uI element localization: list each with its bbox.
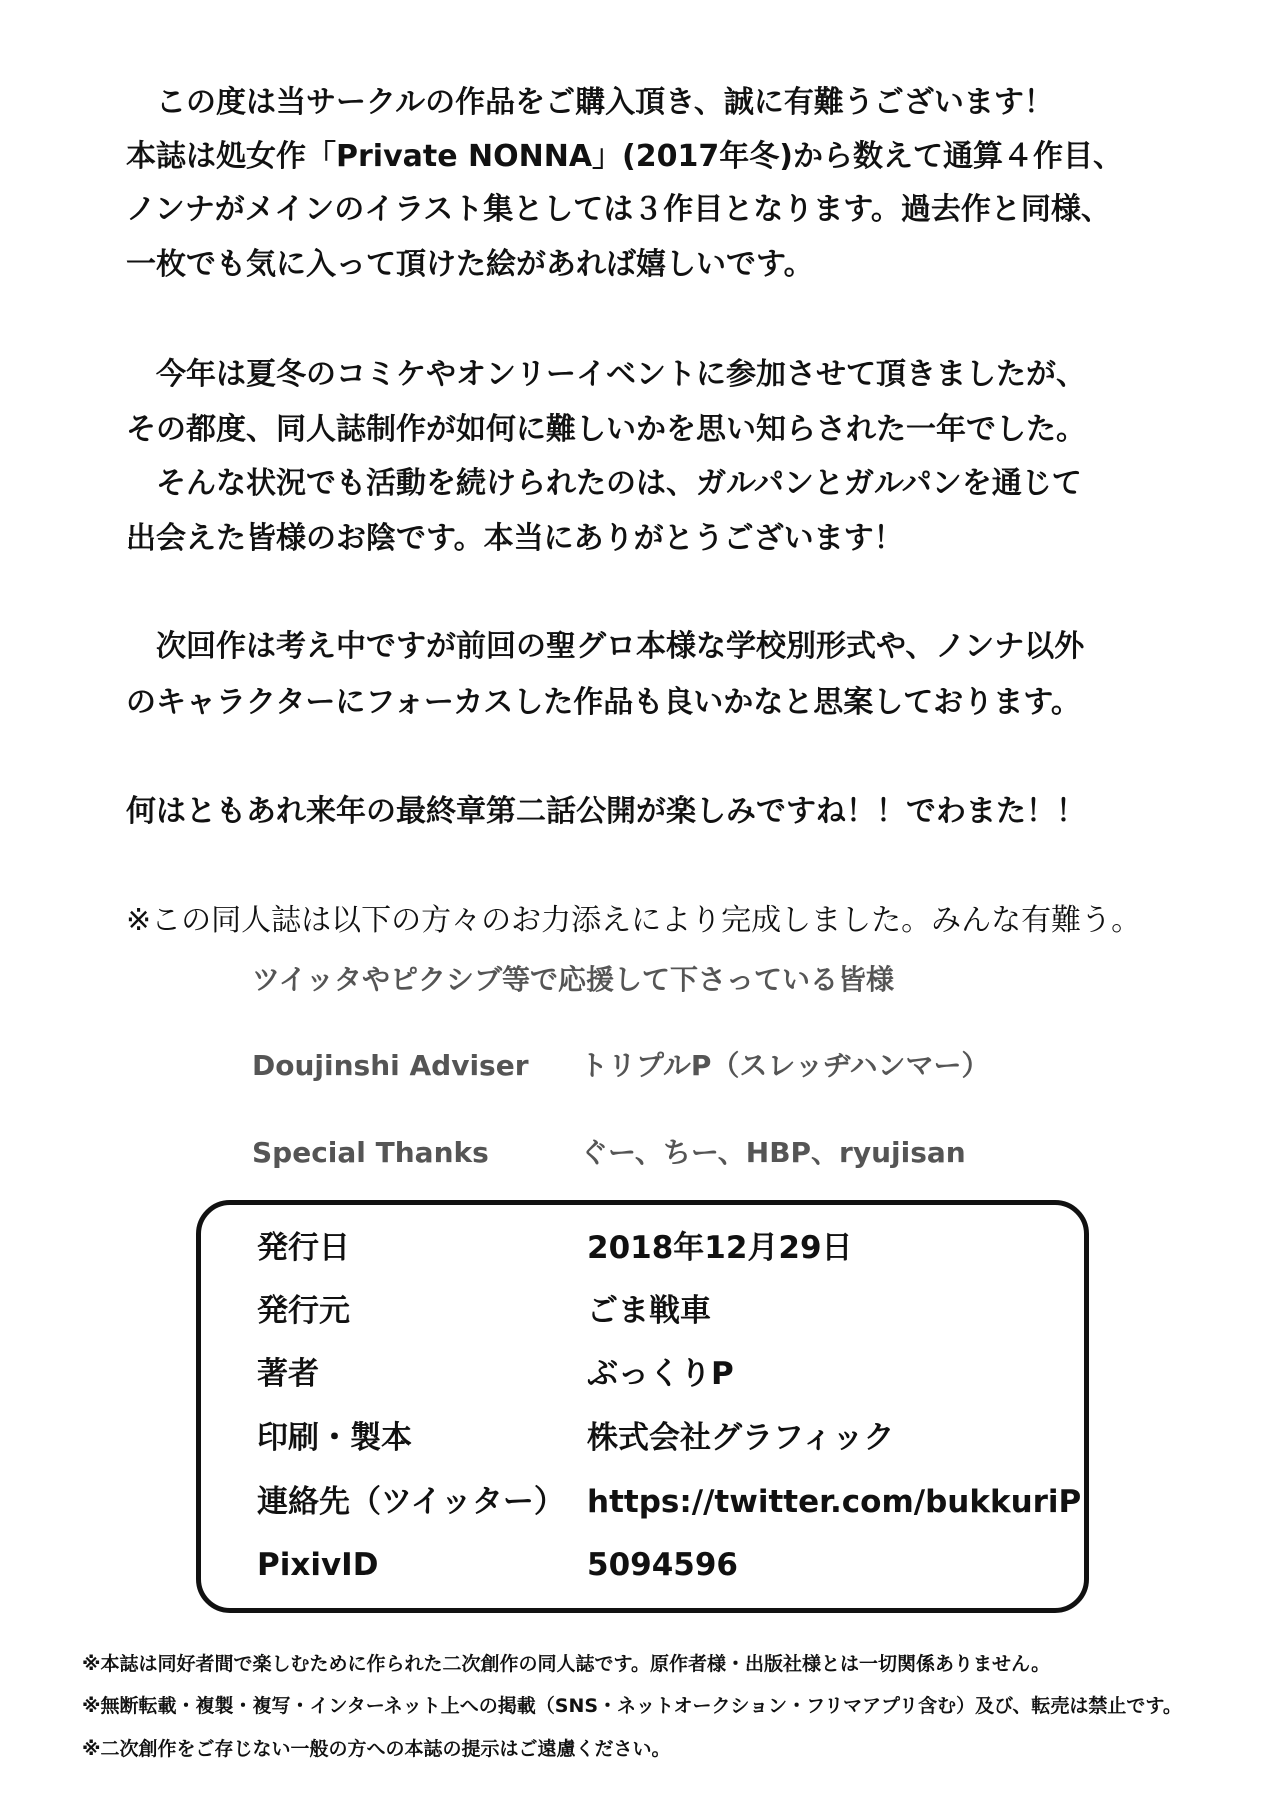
colophon-label: PixivID [257,1547,379,1583]
colophon-value: 2018年12月29日 [587,1230,853,1266]
adviser-credit [252,1049,990,1082]
colophon-label: 印刷・製本 [257,1420,412,1456]
supporters-credit: ツイッタやピクシブ等で応援して下さっている皆様 [252,963,895,996]
colophon-label: 発行日 [257,1230,350,1266]
colophon-value: 5094596 [587,1547,738,1583]
special-thanks-label: Special Thanks [252,1136,489,1169]
thanks-note: ※この同人誌は以下の方々のお力添えにより完成しました。みんな有難う。 [126,903,1142,938]
colophon-value: ぶっくりP [587,1356,734,1392]
next-line: のキャラクターにフォーカスした作品も良いかなと思案しております。 [126,685,1081,720]
colophon-value: ごま戦車 [587,1293,711,1329]
year-line: その都度、同人誌制作が如何に難しいかを思い知らされた一年でした。 [126,412,1086,447]
disclaimer-line: ※本誌は同好者間で楽しむために作られた二次創作の同人誌です。原作者様・出版社様とは一切関係ありません。 [82,1653,1051,1675]
intro-line: 本誌は処女作「Private NONNA」(2017年冬)から数えて通算４作目、 [126,139,1123,174]
colophon-label: 著者 [257,1356,319,1392]
disclaimer-line: ※二次創作をご存じない一般の方への本誌の提示はご遠慮ください。 [82,1738,671,1760]
colophon-row-publisher [257,1293,711,1329]
adviser-value: トリプルP（スレッヂハンマー） [580,1049,990,1082]
colophon-value: 株式会社グラフィック [587,1420,895,1456]
year-line: 出会えた皆様のお陰です。本当にありがとうございます！ [126,521,904,556]
colophon-label: 連絡先（ツイッター） [257,1484,565,1520]
colophon-row-contact [257,1484,1082,1520]
intro-line: この度は当サークルの作品をご購入頂き、誠に有難うございます！ [126,85,1054,120]
special-thanks-value: ぐー、ちー、HBP、ryujisan [580,1136,966,1169]
intro-line: ノンナがメインのイラスト集としては３作目となります。過去作と同様、 [126,192,1111,227]
year-line: そんな状況でも活動を続けられたのは、ガルパンとガルパンを通じて [126,466,1082,501]
next-line: 次回作は考え中ですが前回の聖グロ本様な学校別形式や、ノンナ以外 [126,629,1085,664]
colophon-box [196,1200,1089,1613]
colophon-row-printer [257,1420,895,1456]
twitter-link[interactable]: https://twitter.com/bukkuriP [587,1484,1082,1520]
closing-line: 何はともあれ来年の最終章第二話公開が楽しみですね！！でわまた！！ [126,794,1086,829]
colophon-row-date [257,1230,853,1266]
adviser-label: Doujinshi Adviser [252,1049,529,1082]
colophon-label: 発行元 [257,1293,350,1329]
colophon-row-author [257,1356,734,1392]
disclaimer-line: ※無断転載・複製・複写・インターネット上への掲載（SNS・ネットオークション・フリマアプリ含む）及び、転売は禁止です。 [82,1695,1182,1717]
year-line: 今年は夏冬のコミケやオンリーイベントに参加させて頂きましたが、 [126,357,1086,392]
special-thanks-credit [252,1136,966,1169]
colophon-row-pixiv [257,1547,738,1583]
intro-line: 一枚でも気に入って頂けた絵があれば嬉しいです。 [126,247,814,282]
